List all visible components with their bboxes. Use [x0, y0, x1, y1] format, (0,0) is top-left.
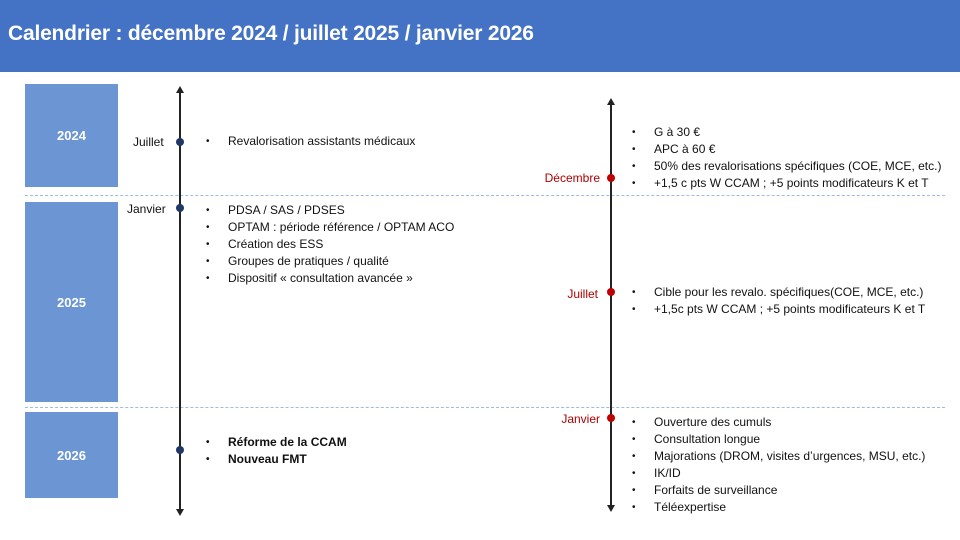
right-list-juillet [632, 284, 925, 318]
right-list-decembre [632, 124, 941, 192]
right-list-janvier [632, 414, 925, 516]
arrow-down-icon [176, 509, 184, 516]
list-item: • Forfaits de surveillance [632, 482, 925, 499]
year-separator-2025-2026 [25, 407, 945, 408]
left-marker-janvier [176, 204, 184, 212]
list-item: • Majorations (DROM, visites d’urgences, MSU, etc.) [632, 448, 925, 465]
right-date-juillet: Juillet [567, 287, 598, 301]
list-item: • OPTAM : période référence / OPTAM ACO [206, 219, 454, 236]
arrow-up-icon [607, 98, 615, 105]
left-marker-juillet [176, 138, 184, 146]
right-marker-decembre [607, 174, 615, 182]
page-title: Calendrier : décembre 2024 / juillet 2025 / janvier 2026 [8, 22, 534, 45]
list-item: • IK/ID [632, 465, 925, 482]
list-item: • Réforme de la CCAM [206, 434, 347, 451]
right-date-janvier: Janvier [561, 412, 600, 426]
right-date-decembre: Décembre [544, 171, 600, 185]
list-item: • PDSA / SAS / PDSES [206, 202, 454, 219]
list-item: • Ouverture des cumuls [632, 414, 925, 431]
list-item: • APC à 60 € [632, 141, 941, 158]
list-item: • Nouveau FMT [206, 451, 347, 468]
right-timeline-axis [610, 104, 612, 506]
header-bar [0, 0, 960, 72]
list-item: • Cible pour les revalo. spécifiques(COE, MCE, etc.) [632, 284, 925, 301]
list-item: • Revalorisation assistants médicaux [206, 133, 415, 150]
year-box-2024: 2024 [25, 84, 118, 187]
year-box-2025: 2025 [25, 202, 118, 402]
list-item: • G à 30 € [632, 124, 941, 141]
left-marker-2026 [176, 446, 184, 454]
list-item: • Téléexpertise [632, 499, 925, 516]
arrow-down-icon [607, 505, 615, 512]
left-date-juillet: Juillet [133, 135, 164, 149]
year-separator-2024-2025 [25, 195, 945, 196]
left-list-juillet [206, 133, 415, 150]
list-item: • +1,5 c pts W CCAM ; +5 points modificateurs K et T [632, 175, 941, 192]
list-item: • +1,5c pts W CCAM ; +5 points modificateurs K et T [632, 301, 925, 318]
list-item: • Consultation longue [632, 431, 925, 448]
right-marker-juillet [607, 288, 615, 296]
left-list-2026 [206, 434, 347, 468]
list-item: • Groupes de pratiques / qualité [206, 253, 454, 270]
year-box-2026: 2026 [25, 412, 118, 498]
left-date-janvier: Janvier [127, 202, 166, 216]
left-list-janvier [206, 202, 454, 287]
arrow-up-icon [176, 86, 184, 93]
list-item: • Création des ESS [206, 236, 454, 253]
list-item: • 50% des revalorisations spécifiques (COE, MCE, etc.) [632, 158, 941, 175]
list-item: • Dispositif « consultation avancée » [206, 270, 454, 287]
right-marker-janvier [607, 414, 615, 422]
